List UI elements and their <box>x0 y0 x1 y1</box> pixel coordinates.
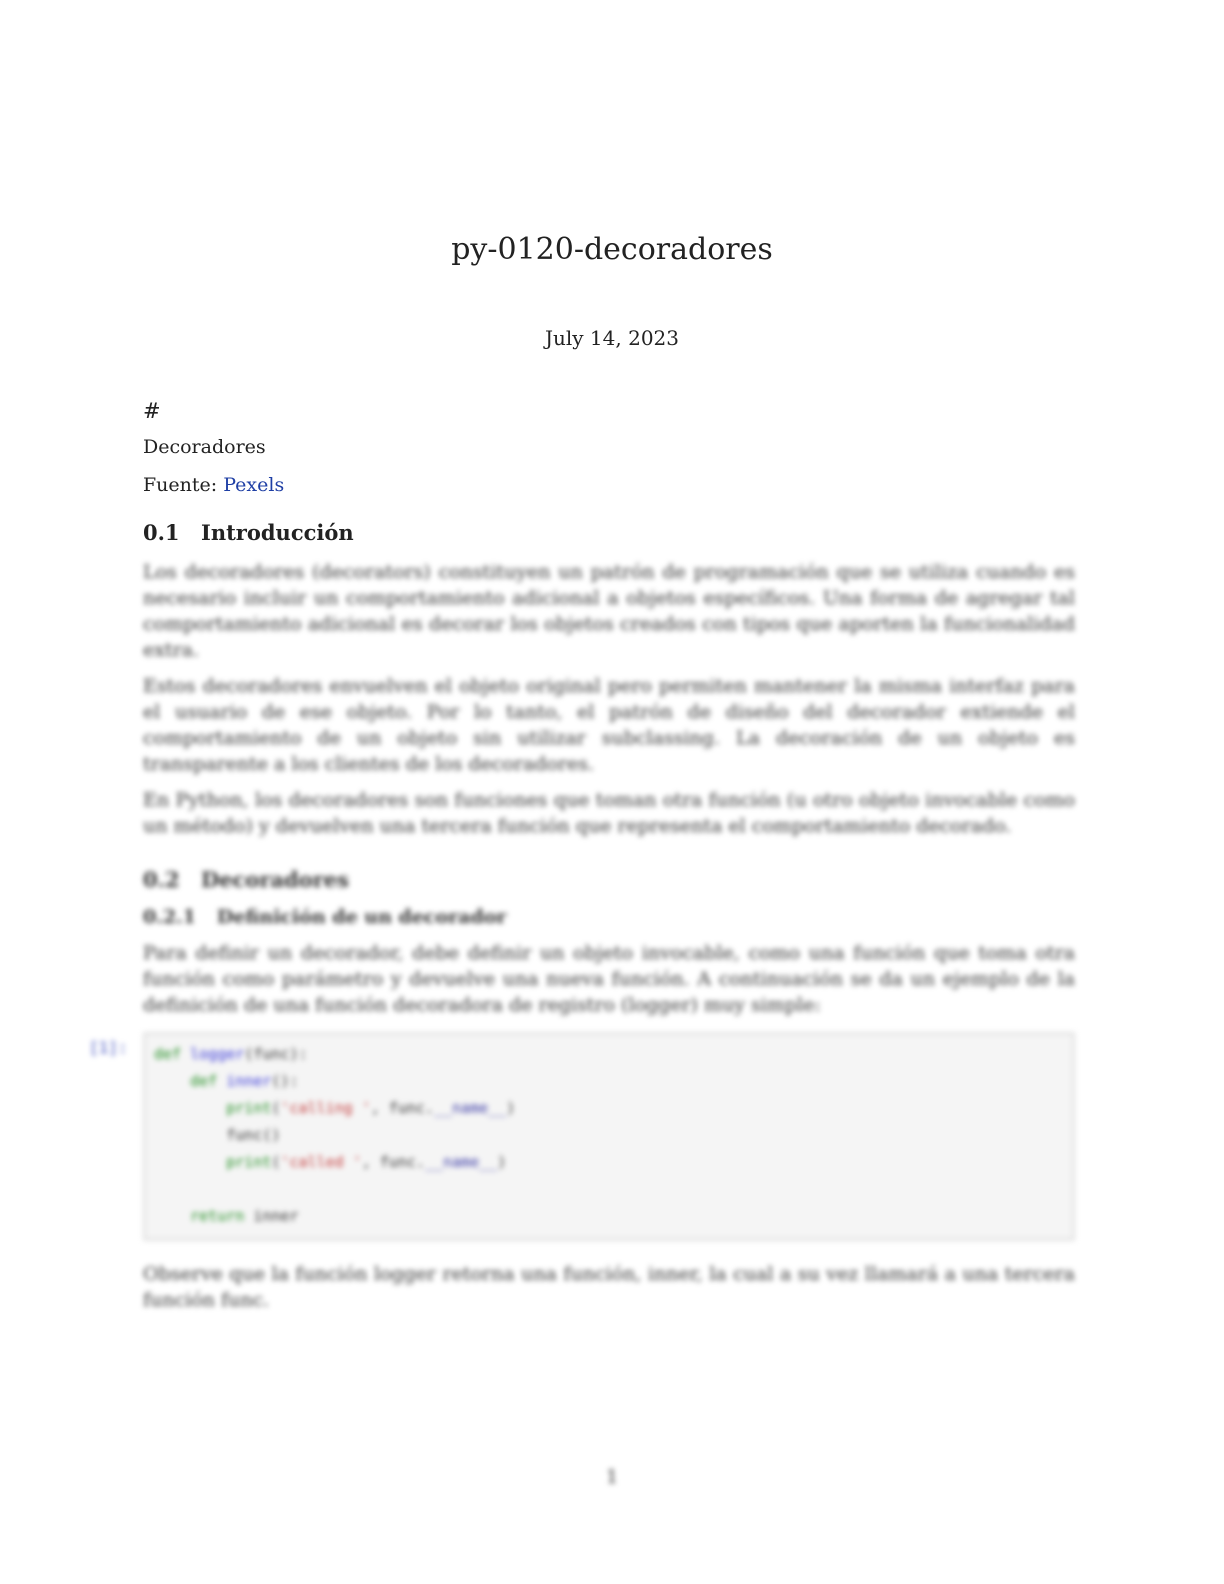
section-number: 0.1 <box>143 520 180 545</box>
subsection-title: Definición de un decorador <box>217 906 507 928</box>
code-cell <box>89 1032 1075 1241</box>
subsection-number: 0.2.1 <box>143 906 196 928</box>
document-body <box>89 398 1075 1323</box>
subsection-paragraph: Para definir un decorador, debe definir un objeto invocable, como una función que toma otra función como parámetro y devuelve una nueva función. A continuación se da un ejemplo de la definición de una función decoradora de registro (logger) muy simple: <box>143 942 1075 1016</box>
section-title: Decoradores <box>201 867 349 892</box>
section-title: Introducción <box>201 520 354 545</box>
subsection-heading <box>143 906 1075 928</box>
code-line: def inner(): <box>190 1072 299 1090</box>
section-heading-intro <box>143 520 1075 545</box>
code-line: func() <box>154 1126 281 1144</box>
page-number: 1 <box>605 1466 619 1488</box>
section-number: 0.2 <box>143 867 180 892</box>
intro-paragraph-3: En Python, los decoradores son funciones que toman otra función (u otro objeto invocable como un método) y devuelven una tercera función que representa el comportamiento decorado. <box>143 789 1075 837</box>
code-line: print('called ', func.__name__) <box>226 1153 507 1171</box>
intro-paragraph-2: Estos decoradores envuelven el objeto original pero permiten mantener la misma interfaz para el usuario de ese objeto. Por lo tanto, el patrón de diseño del decorador extiende el comportamiento de un objeto sin utilizar subclassing. La decoración de un objeto es transparente a los clientes de los decoradores. <box>143 675 1075 775</box>
code-line: def logger(func): <box>154 1045 308 1063</box>
source-label: Fuente: <box>143 474 218 496</box>
source-link[interactable]: Pexels <box>223 474 285 496</box>
cell-prompt: [1]: <box>89 1038 128 1057</box>
document-date: July 14, 2023 <box>544 326 679 350</box>
after-code-paragraph: Observe que la función logger retorna una función, inner, la cual a su vez llamará a una tercera función func. <box>143 1263 1075 1311</box>
code-line: print('calling ', func.__name__) <box>226 1099 516 1117</box>
section-heading-decorators <box>143 867 1075 892</box>
code-line: return inner <box>190 1207 299 1225</box>
hash-mark: # <box>143 399 161 423</box>
document-title: py-0120-decoradores <box>451 232 773 267</box>
intro-paragraph-1: Los decoradores (decorators) constituyen un patrón de programación que se utiliza cuando es necesario incluir un comportamiento adicional a objetos específicos. Una forma de agregar tal comportamiento adicional es decorar los objetos creados con tipos que aporten la funcionalidad extra. <box>143 561 1075 661</box>
source-line <box>143 472 1075 498</box>
notebook-heading: Decoradores <box>143 436 266 458</box>
code-block[interactable] <box>143 1032 1075 1241</box>
